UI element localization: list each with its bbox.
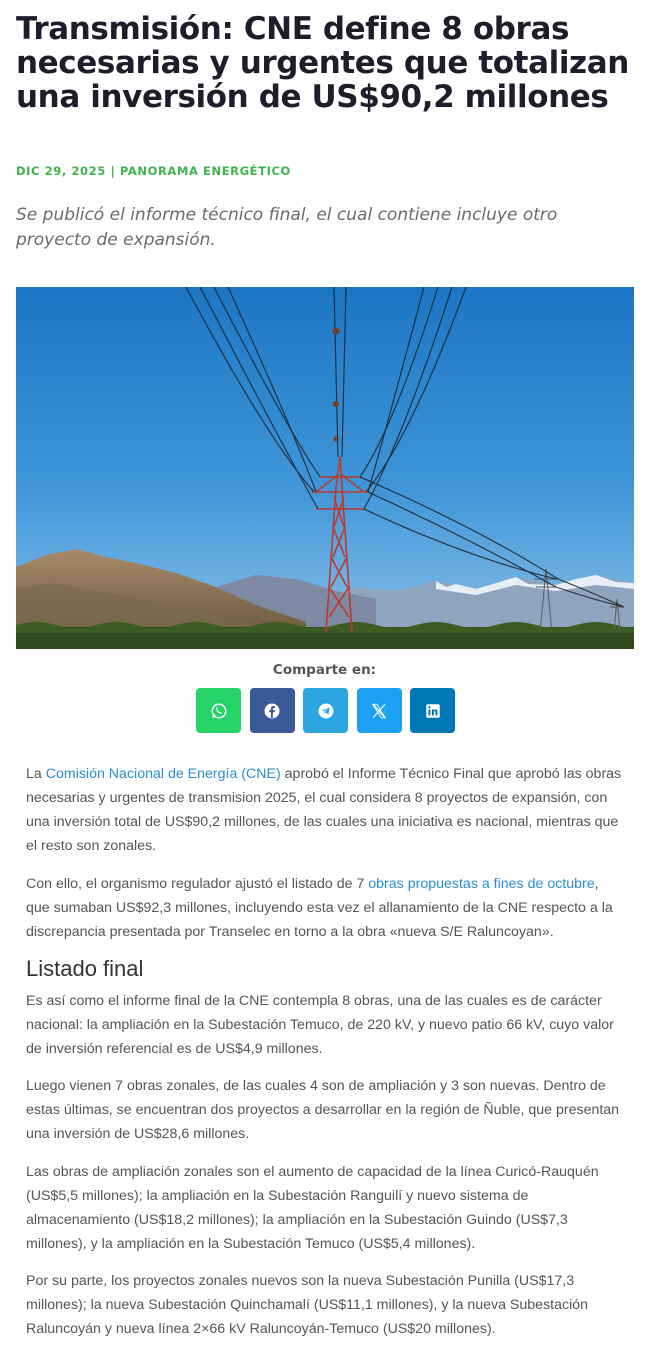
- facebook-icon: [263, 702, 281, 720]
- meta-separator: |: [105, 164, 120, 178]
- paragraph-2: [26, 872, 626, 944]
- paragraph-1-prefix: La: [26, 766, 46, 782]
- paragraph-5: Las obras de ampliación zonales son el aumento de capacidad de la línea Curicó-Rauquén (US$5,5 millones); la ampliación en la Subestación Ranguilí y nuevo sistema de almacenamiento (US$18,2 millones); la ampliación en la Subestación Guindo (US$7,3 millones), y la ampliación en la Subestación Temuco (US$5,4 millones).: [26, 1164, 599, 1252]
- hero-image: [16, 287, 634, 649]
- telegram-icon: [317, 702, 335, 720]
- paragraph-2-text: , que sumaban US$92,3 millones, incluyendo esta vez el allanamiento de la CNE respecto a la discrepancia presentada por Transelec en torno a la obra «nueva S/E Raluncoyan».: [26, 876, 613, 940]
- share-label: Comparte en:: [272, 662, 377, 678]
- paragraph-3: Es así como el informe final de la CNE contempla 8 obras, una de las cuales es de carácter nacional: la ampliación en la Subestación Temuco, de 220 kV, y nuevo patio 66 kV, cuyo valor de inversión referencial es de US$4,9 millones.: [26, 993, 614, 1057]
- paragraph-2-prefix: Con ello, el organismo regulador ajustó el listado de 7: [26, 876, 369, 892]
- share-x-button[interactable]: [357, 688, 402, 733]
- article-title: Transmisión: CNE define 8 obras necesarias y urgentes que totalizan una inversión de US$90,2 millones: [16, 11, 629, 115]
- whatsapp-icon: [210, 702, 228, 720]
- share-facebook-button[interactable]: [250, 688, 295, 733]
- article-date: DIC 29, 2025: [16, 164, 106, 178]
- share-telegram-button[interactable]: [303, 688, 348, 733]
- obras-propuestas-link[interactable]: obras propuestas a fines de octubre: [368, 876, 595, 892]
- paragraph-6: Por su parte, los proyectos zonales nuevos son la nueva Subestación Punilla (US$17,3 millones); la nueva Subestación Quinchamalí (US$11,1 millones), y la nueva Subestación Raluncoyán y nueva línea 2×66 kV Raluncoyán-Temuco (US$20 millones).: [26, 1273, 589, 1337]
- article-subtitle: Se publicó el informe técnico final, el cual contiene incluye otro proyecto de expansión.: [16, 205, 558, 250]
- cne-link[interactable]: Comisión Nacional de Energía (CNE): [45, 766, 281, 782]
- share-buttons: [196, 688, 455, 733]
- linkedin-icon: [424, 702, 442, 720]
- article-meta: [16, 164, 291, 179]
- paragraph-1-text: aprobó el Informe Técnico Final que aprobó las obras necesarias y urgentes de transmision 2025, el cual considera 8 proyectos de expansión, con una inversión total de US$90,2 millones, de las cuales una iniciativa es nacional, mientras que el resto son zonales.: [26, 766, 622, 854]
- x-icon: [370, 702, 388, 720]
- share-linkedin-button[interactable]: [410, 688, 455, 733]
- paragraph-4: Luego vienen 7 obras zonales, de las cuales 4 son de ampliación y 3 son nuevas. Dentro de estas últimas, se encuentran dos proyectos a desarrollar en la región de Ñuble, que presentan una inversión de US$28,6 millones.: [26, 1078, 620, 1142]
- section-heading: Listado final: [26, 956, 144, 981]
- article-category-link[interactable]: PANORAMA ENERGÉTICO: [119, 164, 291, 178]
- power-lines-photo: [16, 287, 634, 649]
- share-whatsapp-button[interactable]: [196, 688, 241, 733]
- paragraph-1: [26, 762, 626, 858]
